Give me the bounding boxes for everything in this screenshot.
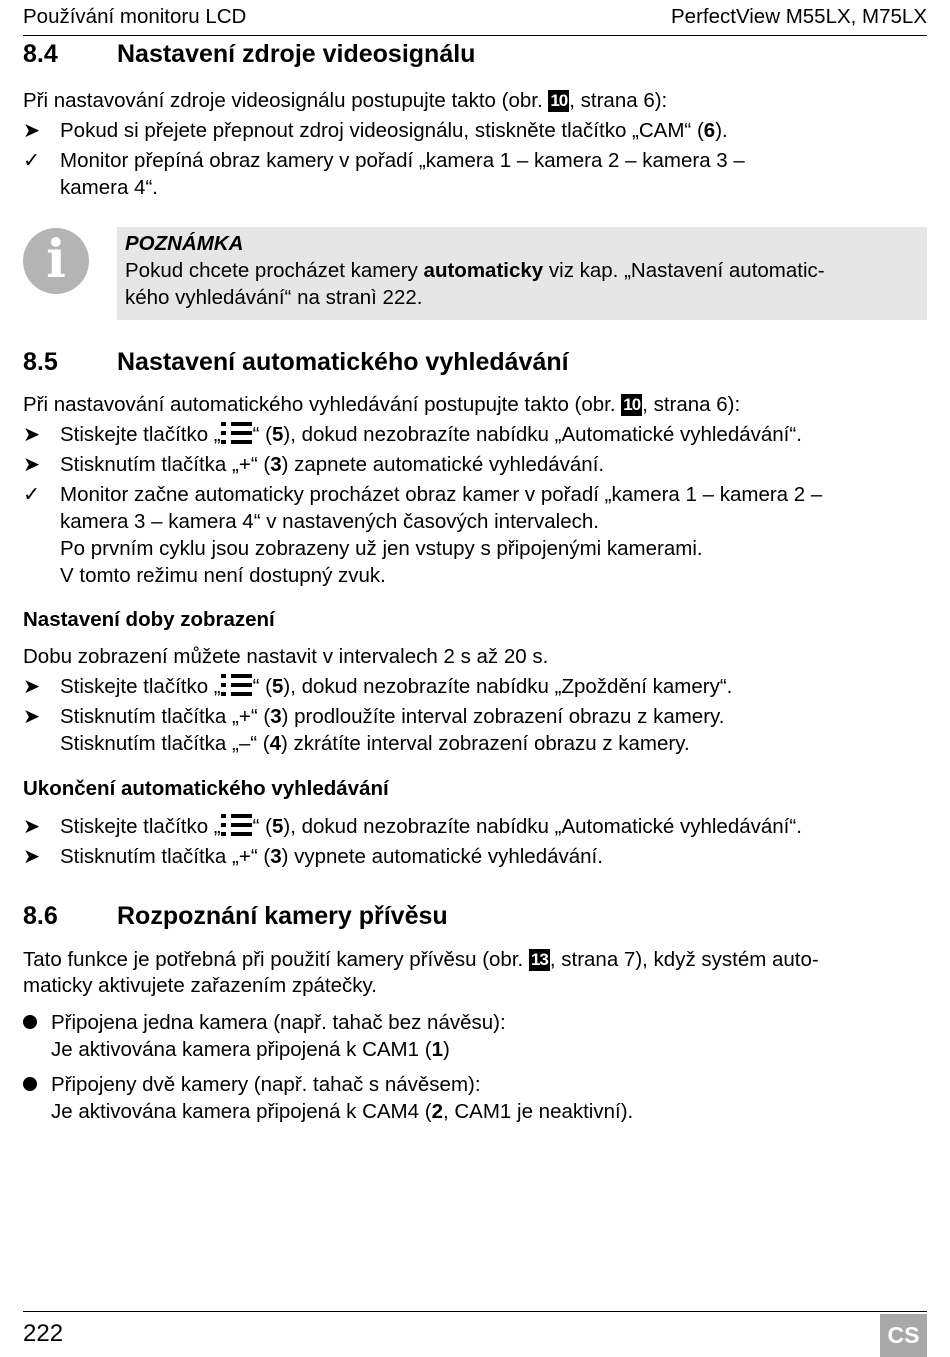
note-text: Pokud chcete procházet kamery automaticky viz kap. „Nastavení automatic- <box>125 259 825 282</box>
checkmark-icon: ✓ <box>23 149 41 172</box>
figure-ref-badge: 13 <box>530 950 548 969</box>
footer-divider <box>23 1311 927 1312</box>
subsection-heading: Ukončení automatického vyhledávání <box>23 777 389 800</box>
section-number: 8.4 <box>23 40 58 68</box>
section-title: Nastavení automatického vyhledávání <box>117 348 569 376</box>
note-text: kého vyhledávání“ na stranì 222. <box>125 286 423 309</box>
arrow-step-icon: ➤ <box>23 423 41 446</box>
figure-ref-badge: 10 <box>623 395 641 414</box>
menu-button-icon <box>221 814 253 836</box>
section-number: 8.6 <box>23 902 58 930</box>
menu-button-icon <box>221 674 253 696</box>
arrow-step-icon: ➤ <box>23 815 41 838</box>
arrow-step-icon: ➤ <box>23 453 41 476</box>
arrow-step-icon: ➤ <box>23 119 41 142</box>
bullet-dot-icon <box>23 1009 53 1036</box>
section-title: Rozpoznání kamery přívěsu <box>117 902 448 930</box>
paragraph: maticky aktivujete zařazením zpátečky. <box>23 974 377 997</box>
header-product-name: PerfectView M55LX, M75LX <box>671 5 927 28</box>
paragraph: Tato funkce je potřebná při použití kamery přívěsu (obr. 13, strana 7), když systém auto- <box>23 948 819 971</box>
arrow-step-icon: ➤ <box>23 675 41 698</box>
section-number: 8.5 <box>23 348 58 376</box>
paragraph: Při nastavování automatického vyhledávání postupujte takto (obr. 10, strana 6): <box>23 393 741 416</box>
menu-button-icon <box>221 422 253 444</box>
arrow-step-icon: ➤ <box>23 705 41 728</box>
section-title: Nastavení zdroje videosignálu <box>117 40 476 68</box>
language-badge: CS <box>880 1314 927 1357</box>
note-title: POZNÁMKA <box>125 232 244 255</box>
figure-ref-badge: 10 <box>550 91 568 110</box>
page-number: 222 <box>23 1320 64 1347</box>
paragraph: Dobu zobrazení můžete nastavit v intervalech 2 s až 20 s. <box>23 645 549 668</box>
note-box <box>117 227 927 320</box>
header-chapter-title: Používání monitoru LCD <box>23 5 247 28</box>
subsection-heading: Nastavení doby zobrazení <box>23 608 275 631</box>
page-header <box>23 5 927 36</box>
paragraph: Při nastavování zdroje videosignálu postupujte takto (obr. 10, strana 6): <box>23 89 668 112</box>
arrow-step-icon: ➤ <box>23 845 41 868</box>
info-icon: i <box>23 228 89 294</box>
bullet-dot-icon <box>23 1071 53 1098</box>
checkmark-icon: ✓ <box>23 483 41 506</box>
